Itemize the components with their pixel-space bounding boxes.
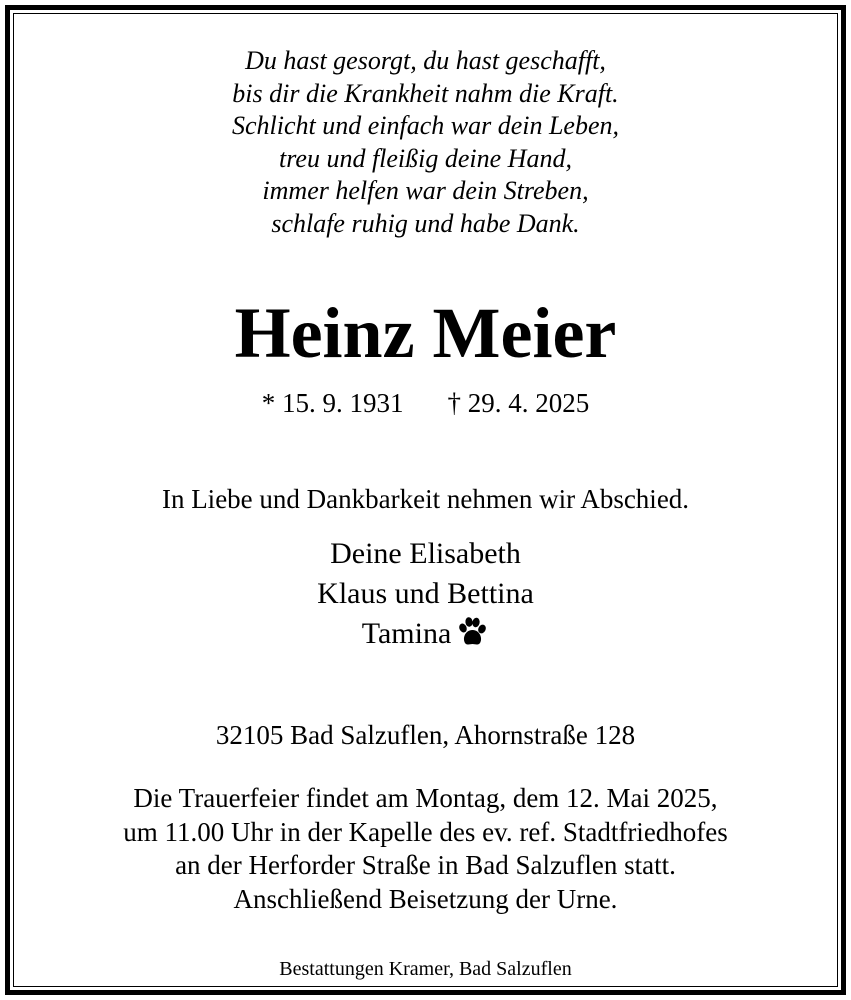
ceremony-line: Die Trauerfeier findet am Montag, dem 12. Mai 2025, [133,783,718,813]
life-dates [20,386,831,420]
poem-line: bis dir die Krankheit nahm die Kraft. [232,78,619,108]
poem-line: treu und fleißig deine Hand, [279,143,572,173]
mourner-line-pet [20,614,831,654]
ceremony-line: an der Herforder Straße in Bad Salzuflen statt. [175,850,676,880]
birth-date: * 15. 9. 1931 [261,388,404,418]
poem-line: Schlicht und einfach war dein Leben, [231,111,620,140]
family-address: 32105 Bad Salzuflen, Ahornstraße 128 [215,720,636,750]
poem-line: schlafe ruhig und habe Dank. [271,208,580,238]
ceremony-line: um 11.00 Uhr in der Kapelle des ev. ref. Stadtfriedhofes [123,816,728,847]
paw-icon [455,615,489,649]
mourner-line: Klaus und Bettina [317,577,534,610]
ceremony-line: Anschließend Beisetzung der Urne. [233,883,618,914]
undertaker-credit: Bestattungen Kramer, Bad Salzuflen [279,958,572,980]
deceased-name: Heinz Meier [234,293,617,373]
poem-line: Du hast gesorgt, du hast geschafft, [245,46,606,75]
memorial-poem [20,45,831,240]
ceremony-details [20,782,831,916]
farewell-statement: In Liebe und Dankbarkeit nehmen wir Abschied. [161,484,690,514]
mourners-list [20,534,831,654]
mourner-line: Deine Elisabeth [330,537,521,570]
poem-line: immer helfen war dein Streben, [262,176,589,205]
mourner-pet-name: Tamina [361,617,452,650]
death-date: † 29. 4. 2025 [447,388,590,418]
